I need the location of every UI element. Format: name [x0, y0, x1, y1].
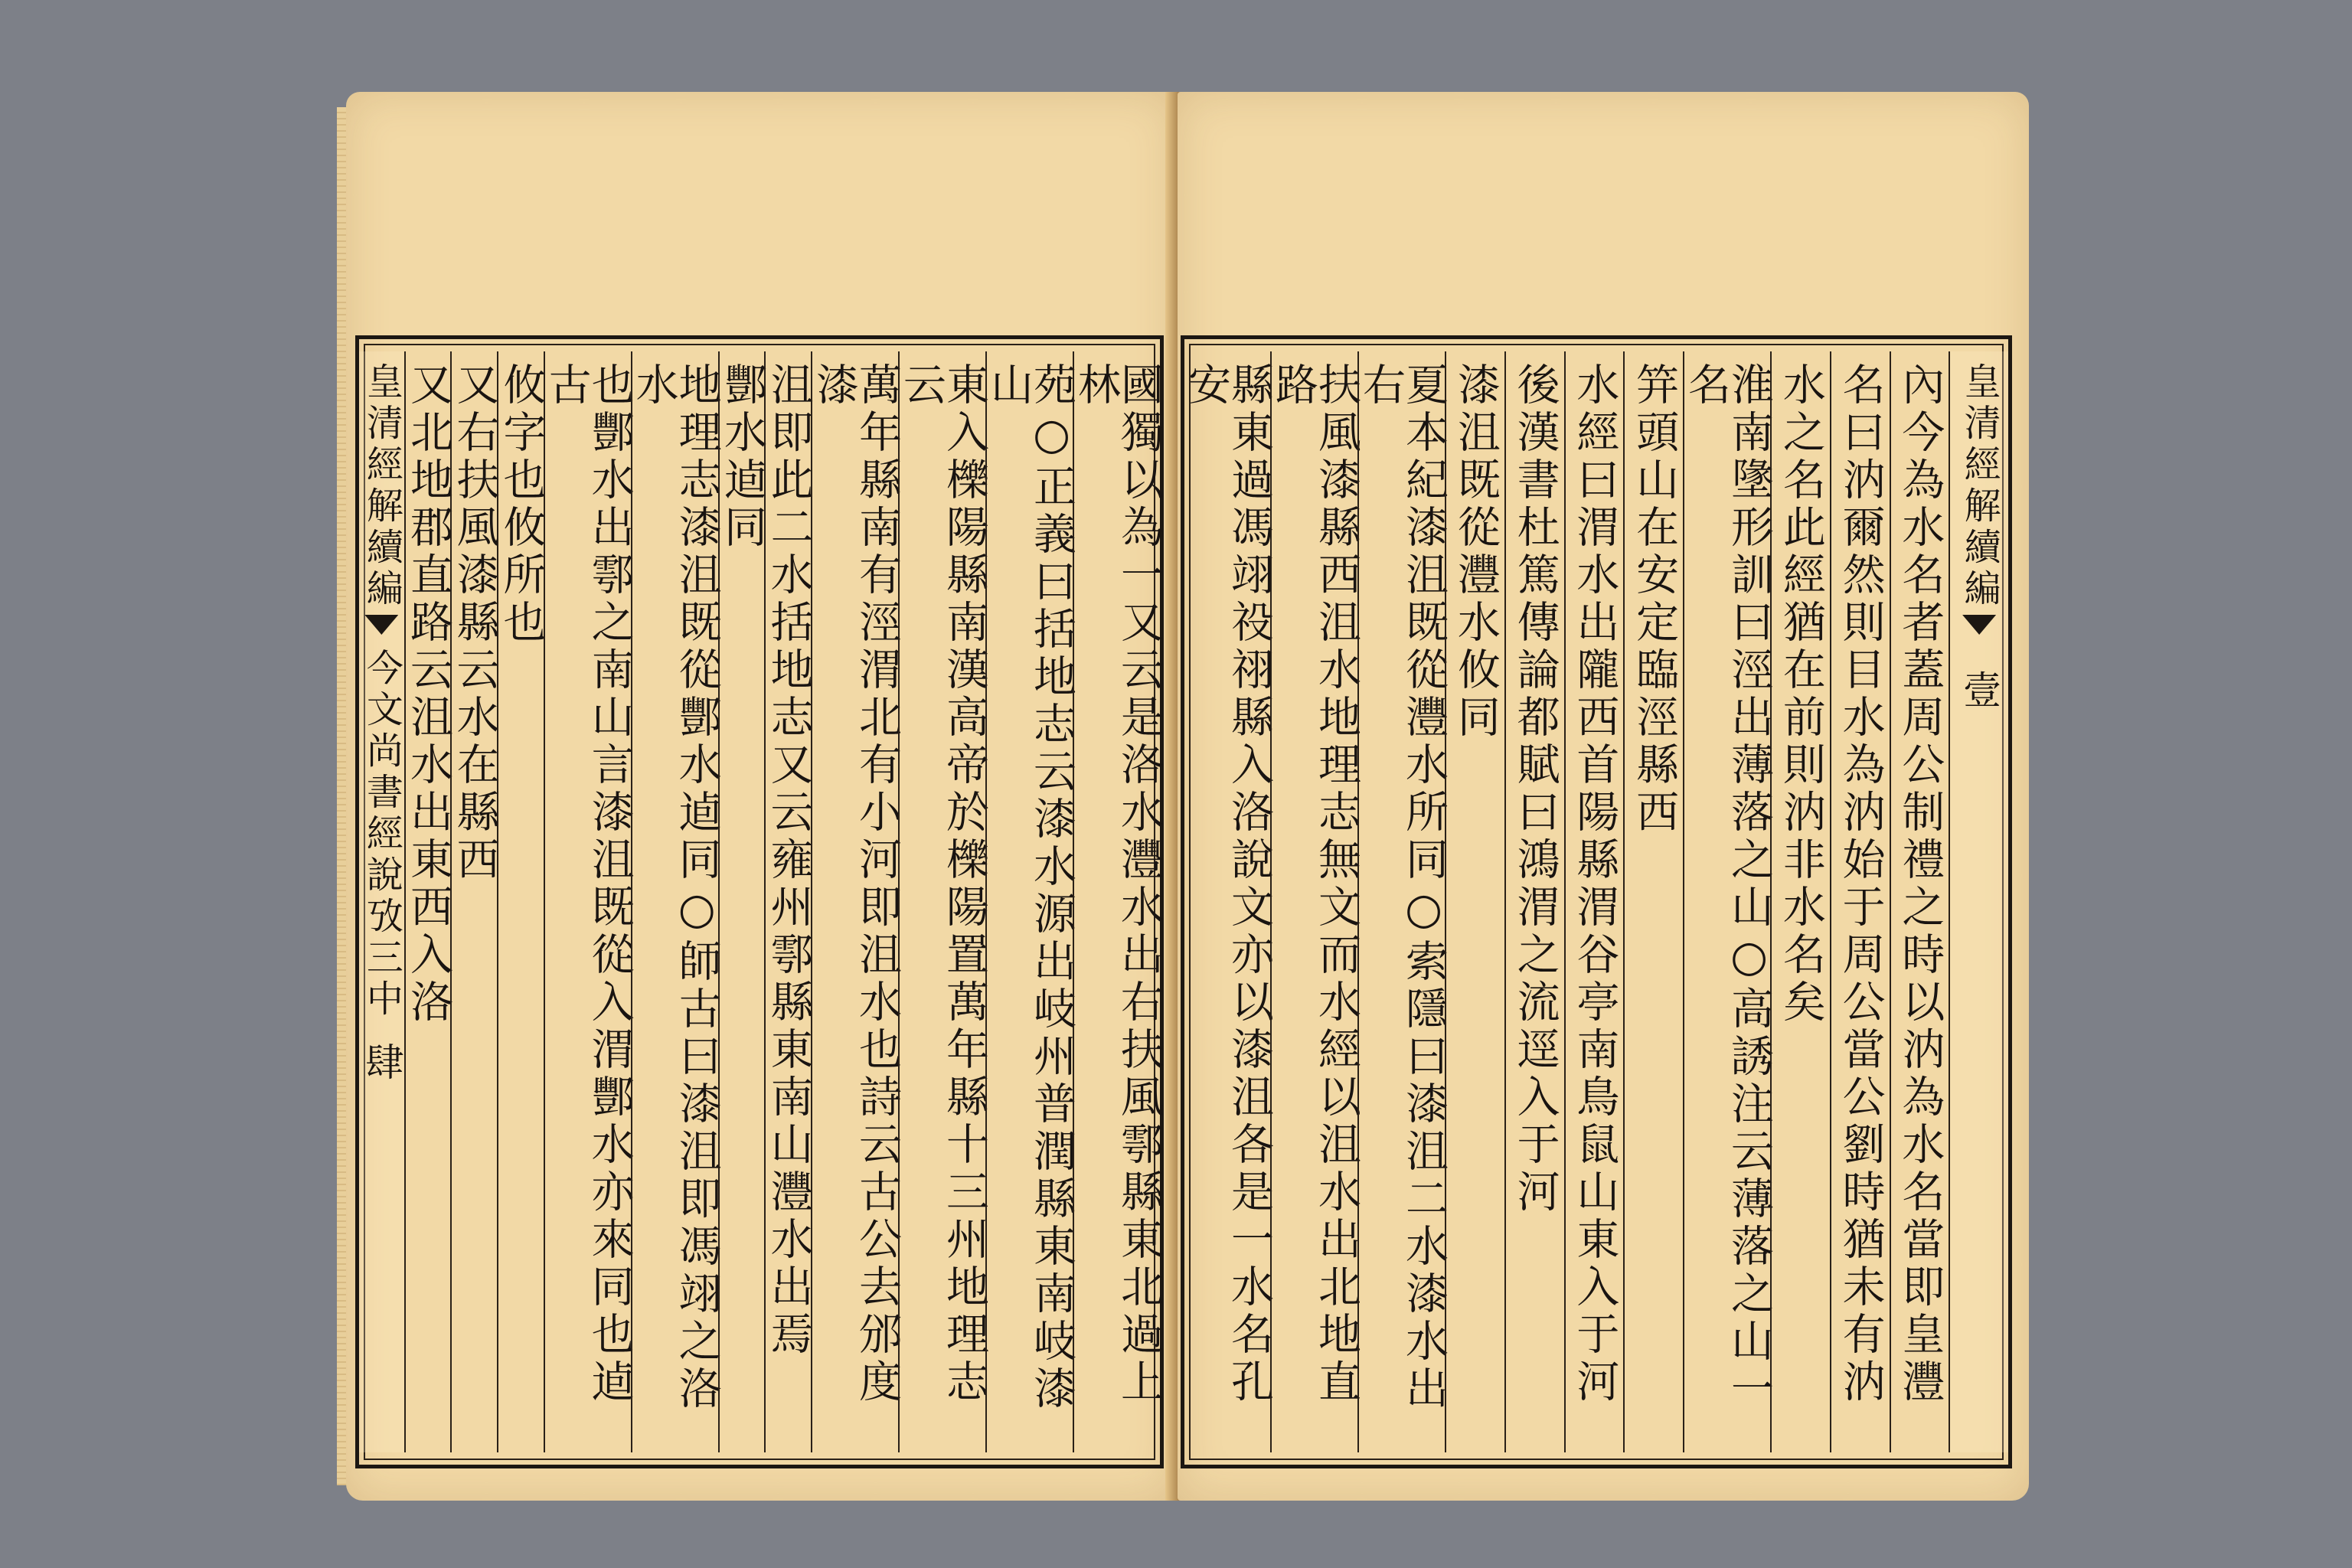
text-column: 國獨以為一又云是洛水灃水出右扶風鄠縣東北過上林: [1073, 351, 1160, 1452]
text-column: 攸字也攸所也: [497, 351, 544, 1452]
text-column: 夏本紀漆沮既從灃水所同○索隱曰漆沮二水漆水出右: [1357, 351, 1445, 1452]
text-column: 縣東過馮翊祋祤縣入洛說文亦以漆沮各是一水名孔安: [1181, 362, 1274, 1406]
text-column: 又北地郡直路云沮水出東西入洛: [404, 351, 451, 1452]
text-column: 扶風漆縣西沮水地理志無文而水經以沮水出北地直路: [1270, 351, 1357, 1452]
text-column: 又右扶風漆縣云水在縣西: [450, 351, 497, 1452]
right-columns: [1181, 351, 2008, 1452]
text-column: 笄頭山在安定臨涇縣西: [1623, 351, 1683, 1452]
text-column: 後漢書杜篤傳論都賦曰鴻渭之流逕入于河: [1504, 351, 1564, 1452]
fish-tail-mark: [364, 615, 398, 635]
right-text-frame: [1181, 335, 2012, 1468]
text-column: 內今為水名者蓋周公制禮之時以汭為水名當即皇灃: [1890, 351, 1949, 1452]
left-center-column: [359, 351, 404, 1452]
open-book: [337, 92, 2021, 1501]
text-column: 也酆水出鄠之南山言漆沮既從入渭酆水亦來同也逌古: [544, 351, 631, 1452]
right-center-column: [1949, 351, 2008, 1452]
text-column: 萬年縣南有涇渭北有小河即沮水也詩云古公去邠度漆: [811, 351, 898, 1452]
text-column: 苑○正義曰括地志云漆水源出岐州普潤縣東南岐漆山: [985, 351, 1073, 1452]
text-column: 水之名此經猶在前則汭非水名矣: [1770, 351, 1830, 1452]
text-column: 漆沮既從灃水攸同: [1445, 351, 1504, 1452]
page-number: 壹: [1957, 670, 2002, 713]
text-column: 東入櫟陽縣南漢高帝於櫟陽置萬年縣十三州地理志云: [898, 351, 985, 1452]
text-column: 淮南墬形訓曰涇出薄落之山○高誘注云薄落之山一名: [1683, 351, 1770, 1452]
book-title: 皇清經解續編: [1958, 362, 2001, 610]
left-columns: [359, 351, 1164, 1452]
page-number: 肆: [359, 1042, 404, 1085]
chapter-title: 今文尚書經說攷三中: [360, 648, 403, 1021]
text-column: 地理志漆沮既從酆水逌同○師古曰漆沮即馮翊之洛水: [631, 351, 718, 1452]
fish-tail-mark: [1962, 615, 1996, 635]
book-title: 皇清經解續編: [360, 362, 403, 610]
left-text-frame: [355, 335, 1164, 1468]
text-column: 名曰汭爾然則目水為汭始于周公當公劉時猶未有汭: [1830, 351, 1890, 1452]
text-column: 水經曰渭水出隴西首陽縣渭谷亭南鳥鼠山東入于河: [1564, 351, 1624, 1452]
text-column: 沮即此二水括地志又云雍州鄠縣東南山灃水出焉: [764, 351, 811, 1452]
text-column: 酆水逌同: [718, 351, 765, 1452]
